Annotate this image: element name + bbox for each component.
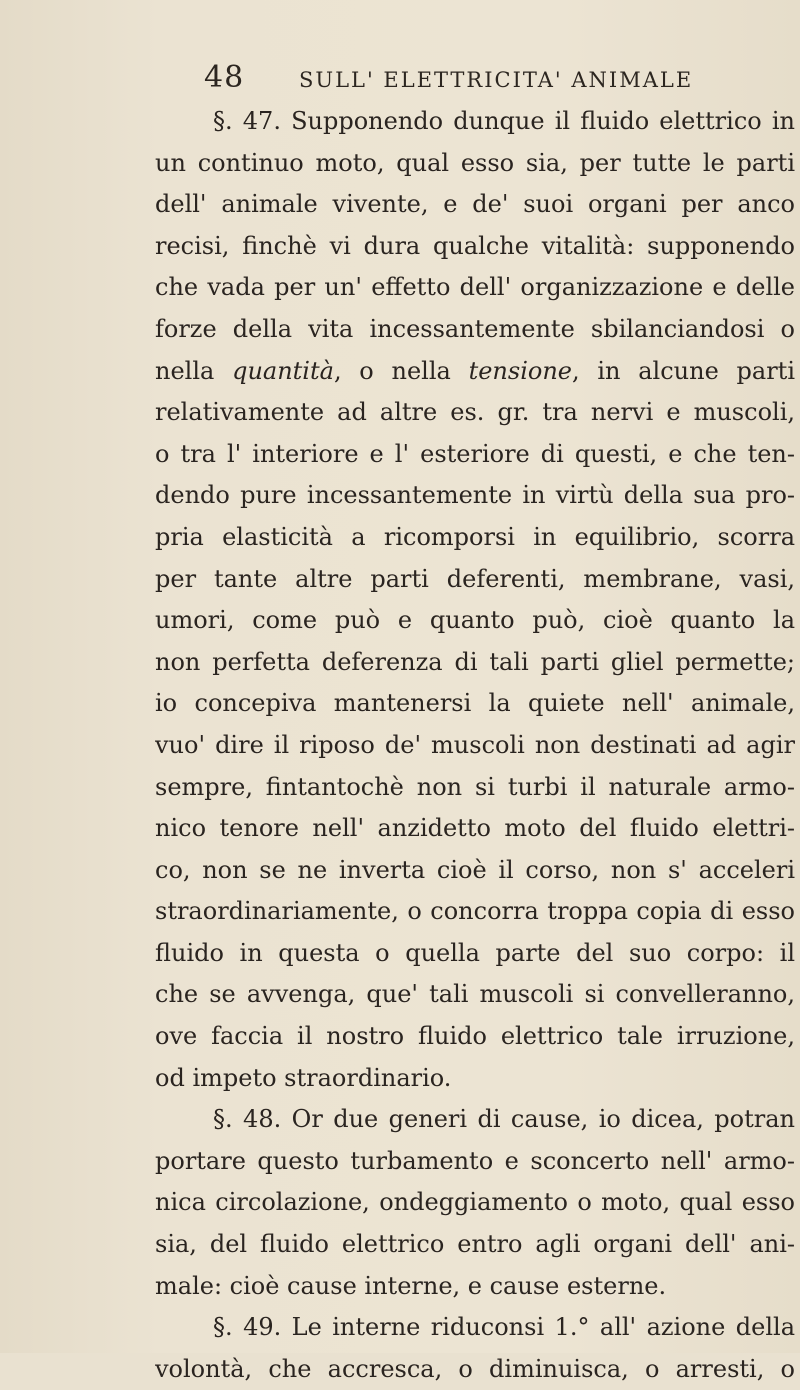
text-line: recisi, finchè vi dura qualche vitalità: supponendo bbox=[155, 231, 795, 260]
text-line: non perfetta deferenza di tali parti gliel permette; bbox=[155, 647, 795, 676]
text-line: forze della vita incessantemente sbilanciandosi o bbox=[155, 314, 795, 343]
text-line: relativamente ad altre es. gr. tra nervi e muscoli, bbox=[155, 398, 795, 427]
text-line: o tra l' interiore e l' esteriore di questi, e che ten- bbox=[155, 439, 795, 468]
text-line-with-italics bbox=[155, 351, 795, 393]
text-line: dell' animale vivente, e de' suoi organi per anco bbox=[155, 190, 795, 219]
text-line: che vada per un' effetto dell' organizzazione e delle bbox=[155, 273, 795, 302]
text-line: vuo' dire il riposo de' muscoli non destinati ad agir bbox=[155, 730, 795, 759]
text-line: sia, del fluido elettrico entro agli organi dell' ani- bbox=[155, 1230, 795, 1259]
text-line: pria elasticità a ricomporsi in equilibrio, scorra bbox=[155, 522, 795, 551]
text-segment: , o nella bbox=[333, 356, 451, 385]
text-line: umori, come può e quanto può, cioè quanto la bbox=[155, 606, 795, 635]
text-line: volontà, che accresca, o diminuisca, o arresti, o bbox=[155, 1354, 795, 1383]
paragraph-49-line-1: §. 49. Le interne riduconsi 1.° all' azione della bbox=[213, 1313, 795, 1342]
text-line-last: od impeto straordinario. bbox=[155, 1063, 452, 1092]
text-line: ove faccia il nostro fluido elettrico tale irruzione, bbox=[155, 1022, 795, 1051]
paragraph-48-line-1: §. 48. Or due generi di cause, io dicea, potran bbox=[213, 1105, 795, 1134]
running-head: SULL' ELETTRICITA' ANIMALE bbox=[299, 68, 694, 92]
text-line: nica circolazione, ondeggiamento o moto, qual esso bbox=[155, 1188, 795, 1217]
text-line: un continuo moto, qual esso sia, per tutte le parti bbox=[155, 148, 795, 177]
body-text bbox=[155, 101, 795, 1390]
text-line: sempre, fintantochè non si turbi il naturale armo- bbox=[155, 772, 795, 801]
text-line: io concepiva mantenersi la quiete nell' animale, bbox=[155, 689, 795, 718]
text-line: co, non se ne inverta cioè il corso, non s' acceleri bbox=[155, 855, 795, 884]
text-segment: , in alcune parti bbox=[571, 356, 795, 385]
italic-tensione: tensione bbox=[468, 356, 572, 385]
text-line-last: male: cioè cause interne, e cause esterne. bbox=[155, 1271, 667, 1300]
text-line: portare questo turbamento e sconcerto nell' armo- bbox=[155, 1146, 795, 1175]
text-line: nico tenore nell' anzidetto moto del fluido elettri- bbox=[155, 814, 795, 843]
text-line: straordinariamente, o concorra troppa copia di esso bbox=[155, 897, 795, 926]
text-line: che se avvenga, que' tali muscoli si convelleranno, bbox=[155, 980, 795, 1009]
paragraph-47-line-1: §. 47. Supponendo dunque il fluido elettrico in bbox=[213, 107, 795, 135]
text-line: per tante altre parti deferenti, membrane, vasi, bbox=[155, 564, 795, 593]
text-segment: nella bbox=[155, 356, 215, 385]
text-line: dendo pure incessantemente in virtù della sua pro- bbox=[155, 481, 795, 510]
italic-quantita: quantità bbox=[232, 356, 334, 385]
page-number: 48 bbox=[204, 60, 245, 95]
text-line: fluido in questa o quella parte del suo corpo: il bbox=[155, 938, 795, 967]
